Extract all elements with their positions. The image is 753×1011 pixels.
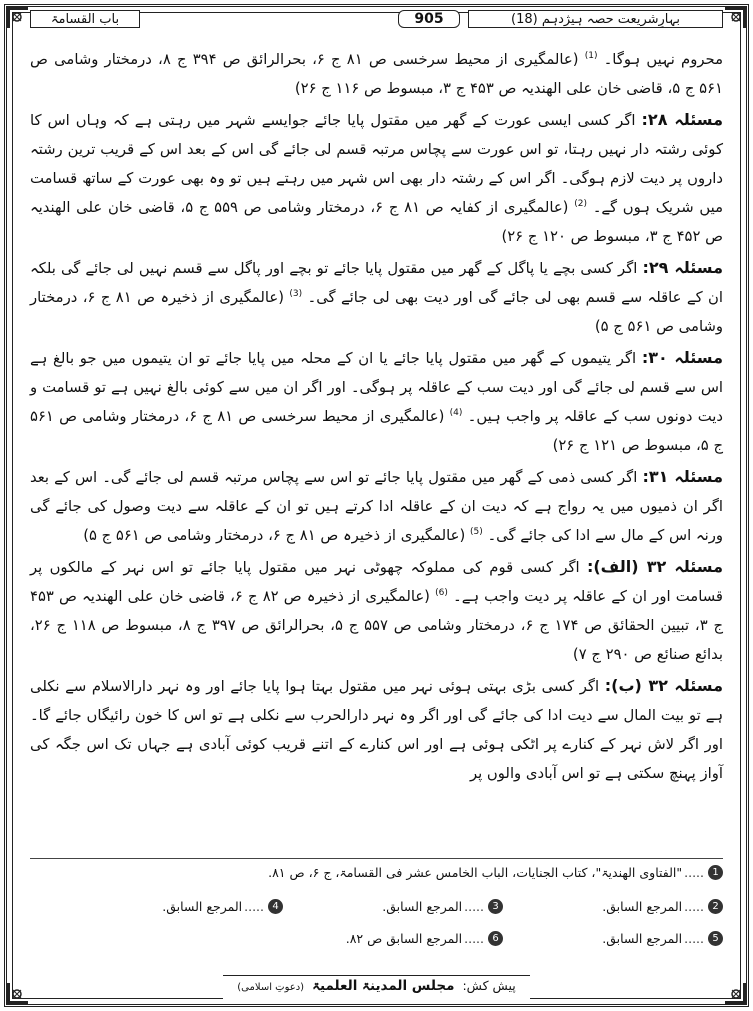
footnotes (30, 858, 723, 969)
footnote-text: المرجع السابق. (382, 899, 463, 914)
paragraph-text: اگر یتیموں کے گھر میں مقتول پایا جائے یا ان کے محلہ میں پایا جائے تو ان یتیموں میں جو بالغ ہے اس سے قسم لی جائے گی اور دیت سب کے عاقلہ پر ہوگی۔ اور اگر ان میں سے کوئی بالغ نہیں ہے تو قسامت و دیت دونوں سب کے عاقلہ پر واجب ہیں۔ (30, 350, 723, 425)
chapter-title: باب القسامۃ (30, 10, 140, 28)
paragraph-text: اگر کسی ذمی کے گھر میں مقتول پایا جائے تو اس سے پچاس مرتبہ قسم لی جائے گی۔ اس کے بعد اگر ان ذمیوں میں یہ رواج ہے کہ دیت ان کے عاقلہ ادا کرتے ہیں تو ان کے عاقلہ سے دیت وصول کی جائے گی ورنہ اس کے مال سے ادا کی جائے گی۔ (30, 469, 723, 544)
masala-label: مسئلہ ۲۹: (642, 258, 723, 277)
masala-label: مسئلہ ۳۰: (641, 348, 723, 367)
footnote-number: 4 (268, 899, 283, 914)
book-title: بہارِشریعت حصہ ہیژدہم (18) (468, 10, 723, 28)
footnote-1 (268, 865, 723, 880)
footnote-2 (602, 899, 723, 914)
publisher-affiliation: (دعوتِ اسلامی) (237, 982, 305, 993)
paragraph (30, 552, 723, 669)
paragraph-text: اگر کسی بچے یا پاگل کے گھر میں مقتول پایا جائے تو بچے اور پاگل سے قسم نہیں لی جائے گی بلکہ ان کے عاقلہ سے قسم بھی لی جائے گی اور دیت بھی لی جائے گی۔ (30, 260, 723, 306)
footnote-leader: ..... (684, 899, 704, 914)
masala-label: مسئلہ ۲۸: (641, 110, 723, 129)
footnote-row (30, 899, 723, 925)
footnote-marker: (2) (574, 199, 587, 210)
corner-ornament-icon (723, 4, 749, 30)
footnote-marker: (1) (584, 51, 598, 62)
footnote-6 (346, 931, 503, 946)
paragraph (30, 343, 723, 460)
page-header (30, 8, 723, 30)
publisher-name: مجلس المدینۃ العلمیۃ (312, 978, 455, 994)
footnote-number: 6 (488, 931, 503, 946)
footnote-text: المرجع السابق. (602, 931, 683, 946)
footnote-marker: (3) (289, 289, 303, 300)
footnote-4 (162, 899, 283, 914)
footnote-leader: ..... (464, 931, 484, 946)
masala-label: مسئلہ ۳۲ (ب): (604, 676, 723, 695)
footnote-text: المرجع السابق ص ۸۲. (345, 931, 463, 946)
masala-label: مسئلہ ۳۲ (الف): (586, 557, 723, 576)
footnote-leader: ..... (684, 865, 704, 880)
page-number: 905 (398, 10, 460, 28)
footnote-text: المرجع السابق. (602, 899, 683, 914)
paragraph-text: اگر کسی بڑی بہتی ہوئی نہر میں مقتول بہتا ہوا پایا جائے اور وہ نہر دارالاسلام سے نکلی ہے تو بیت المال سے دیت ادا کی جائے گی اور اگر وہ نہر دارالحرب سے نکلی ہے تو اس کا خون رائیگاں جائے گا۔ اور اگر لاش نہر کے کنارے پر اٹکی ہوئی ہے اور اس کنارے کے اتنے قریب کوئی آبادی ہے جہاں تک اس جگہ کی آواز پہنچ سکتی ہے تو اس آبادی والوں پر (30, 678, 723, 782)
reference-citation: (عالمگیری از ذخیرہ ص ۸۱ ج ۶، درمختار وشامی ص ۵۶۱ ج ۵) (83, 527, 466, 544)
footnote-text: المرجع السابق. (162, 899, 243, 914)
footnote-text: "الفتاوی الھندیۃ"، کتاب الجنایات، الباب الخامس عشر فی القسامۃ، ج ۶، ص ۸۱. (268, 865, 683, 880)
footnote-row (30, 931, 723, 957)
footnote-5 (602, 931, 723, 946)
footnote-number: 2 (708, 899, 723, 914)
footnote-number: 1 (708, 865, 723, 880)
footnote-row (30, 865, 723, 891)
paragraph (30, 105, 723, 251)
paragraph (30, 44, 723, 103)
reference-citation: (عالمگیری از محیط سرخسی ص ۸۱ ج ۶، بحرالرائق ص ۳۹۴ ج ۸، درمختار وشامی ص ۵۶۱ ج ۵، قاضی خان علی الھندیہ ص ۴۵۳ ج ۳، مبسوط ص ۱۱۶ ج ۲۶) (30, 51, 723, 97)
footnote-number: 3 (488, 899, 503, 914)
main-text (30, 44, 723, 790)
footnote-number: 5 (708, 931, 723, 946)
paragraph-text: اگر کسی قوم کی مملوکہ چھوٹی نہر میں مقتول پایا جائے تو اس نہر کے مالکوں پر قسامت اور ان کے عاقلہ پر دیت واجب ہے۔ (30, 559, 723, 605)
paragraph (30, 462, 723, 550)
footnote-leader: ..... (244, 899, 264, 914)
paragraph-text: محروم نہیں ہوگا۔ (603, 51, 723, 68)
footer-prefix: پیش کش: (462, 978, 516, 993)
reference-citation: (عالمگیری از محیط سرخسی ص ۸۱ ج ۶، درمختار وشامی ص ۵۶۱ ج ۵، مبسوط ص ۱۲۱ ج ۲۶) (30, 408, 723, 454)
footnote-marker: (6) (435, 588, 448, 599)
reference-citation: (عالمگیری از کفایہ ص ۸۱ ج ۶، درمختار وشامی ص ۵۵۹ ج ۵، قاضی خان علی الھندیہ ص ۴۵۲ ج ۳، مبسوط ص ۱۲۰ ج ۲۶) (30, 199, 723, 245)
footnote-marker: (4) (449, 408, 463, 419)
publisher-credit (223, 975, 529, 999)
page-footer (0, 975, 753, 999)
footnote-3 (382, 899, 503, 914)
footnote-leader: ..... (464, 899, 484, 914)
paragraph-text: اگر کسی ایسی عورت کے گھر میں مقتول پایا جائے جوایسے شہر میں رہتی ہے کہ وہاں اس کا کوئی رشتہ دار نہیں رہتا، تو اس عورت سے پچاس مرتبہ قسم لی جائے گی اس کے بعد اس کے قریب ترین رشتہ داروں پر دیت لازم ہوگی۔ اگر اس کے رشتہ دار بھی اس شہر میں رہتے ہیں تو وہ بھی عورت کے ساتھ قسامت میں شریک ہوں گے۔ (30, 112, 723, 216)
paragraph (30, 253, 723, 341)
corner-ornament-icon (4, 4, 30, 30)
masala-label: مسئلہ ۳۱: (642, 467, 723, 486)
reference-citation: (عالمگیری از ذخیرہ ص ۸۲ ج ۶، قاضی خان علی الھندیہ ص ۴۵۳ ج ۳، تبیین الحقائق ص ۱۷۴ ج ۶، درمختار وشامی ص ۵۵۷ ج ۵، بحرالرائق ص ۳۹۷ ج ۸، مبسوط ص ۱۱۸ ج ۲۶، بدائع صنائع ص ۲۹۰ ج ۷) (30, 588, 723, 663)
footnote-marker: (5) (469, 527, 483, 538)
footnote-leader: ..... (684, 931, 704, 946)
reference-citation: (عالمگیری از ذخیرہ ص ۸۱ ج ۶، درمختار وشامی ص ۵۶۱ ج ۵) (30, 289, 723, 335)
paragraph (30, 671, 723, 788)
